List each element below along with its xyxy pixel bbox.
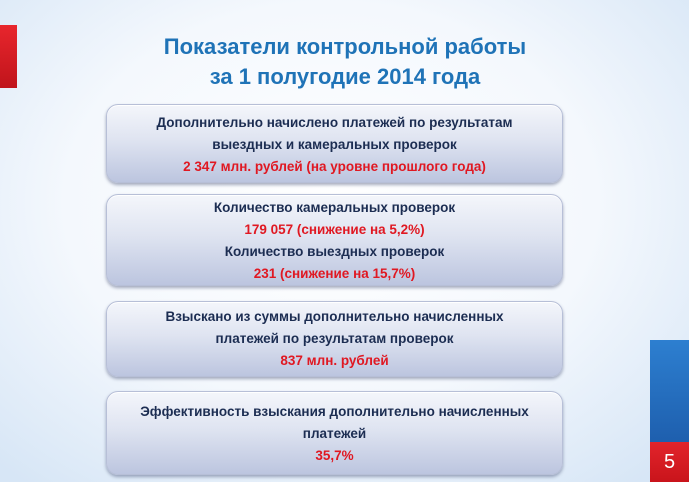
- box-text-line: Эффективность взыскания дополнительно начисленных: [140, 404, 529, 419]
- audit-count-box: [106, 194, 563, 286]
- box-text-line: Взыскано из суммы дополнительно начисленных: [165, 309, 504, 324]
- collection-efficiency-box: [106, 391, 563, 475]
- box-text-line: платежей: [302, 426, 367, 441]
- page-number: 5: [663, 451, 676, 473]
- box-text-line: Дополнительно начислено платежей по результатам: [156, 115, 513, 130]
- field-audits-label: Количество выездных проверок: [224, 244, 445, 259]
- slide-title: [70, 32, 620, 92]
- field-audits-value: 231 (снижение на 15,7%): [253, 266, 416, 281]
- box-value: 837 млн. рублей: [280, 353, 389, 368]
- additional-charges-box: [106, 104, 563, 183]
- blue-accent-bar: [650, 340, 689, 442]
- box-text-line: платежей по результатам проверок: [215, 331, 454, 346]
- box-value: 35,7%: [315, 448, 354, 463]
- title-line-1: Показатели контрольной работы: [163, 34, 527, 59]
- desk-audits-value: 179 057 (снижение на 5,2%): [244, 222, 425, 237]
- box-value: 2 347 млн. рублей (на уровне прошлого года): [183, 159, 486, 174]
- desk-audits-label: Количество камеральных проверок: [213, 200, 456, 215]
- collected-amount-box: [106, 301, 563, 377]
- box-text-line: выездных и камеральных проверок: [212, 137, 457, 152]
- red-accent-bar: [0, 25, 17, 88]
- title-line-2: за 1 полугодие 2014 года: [209, 64, 481, 89]
